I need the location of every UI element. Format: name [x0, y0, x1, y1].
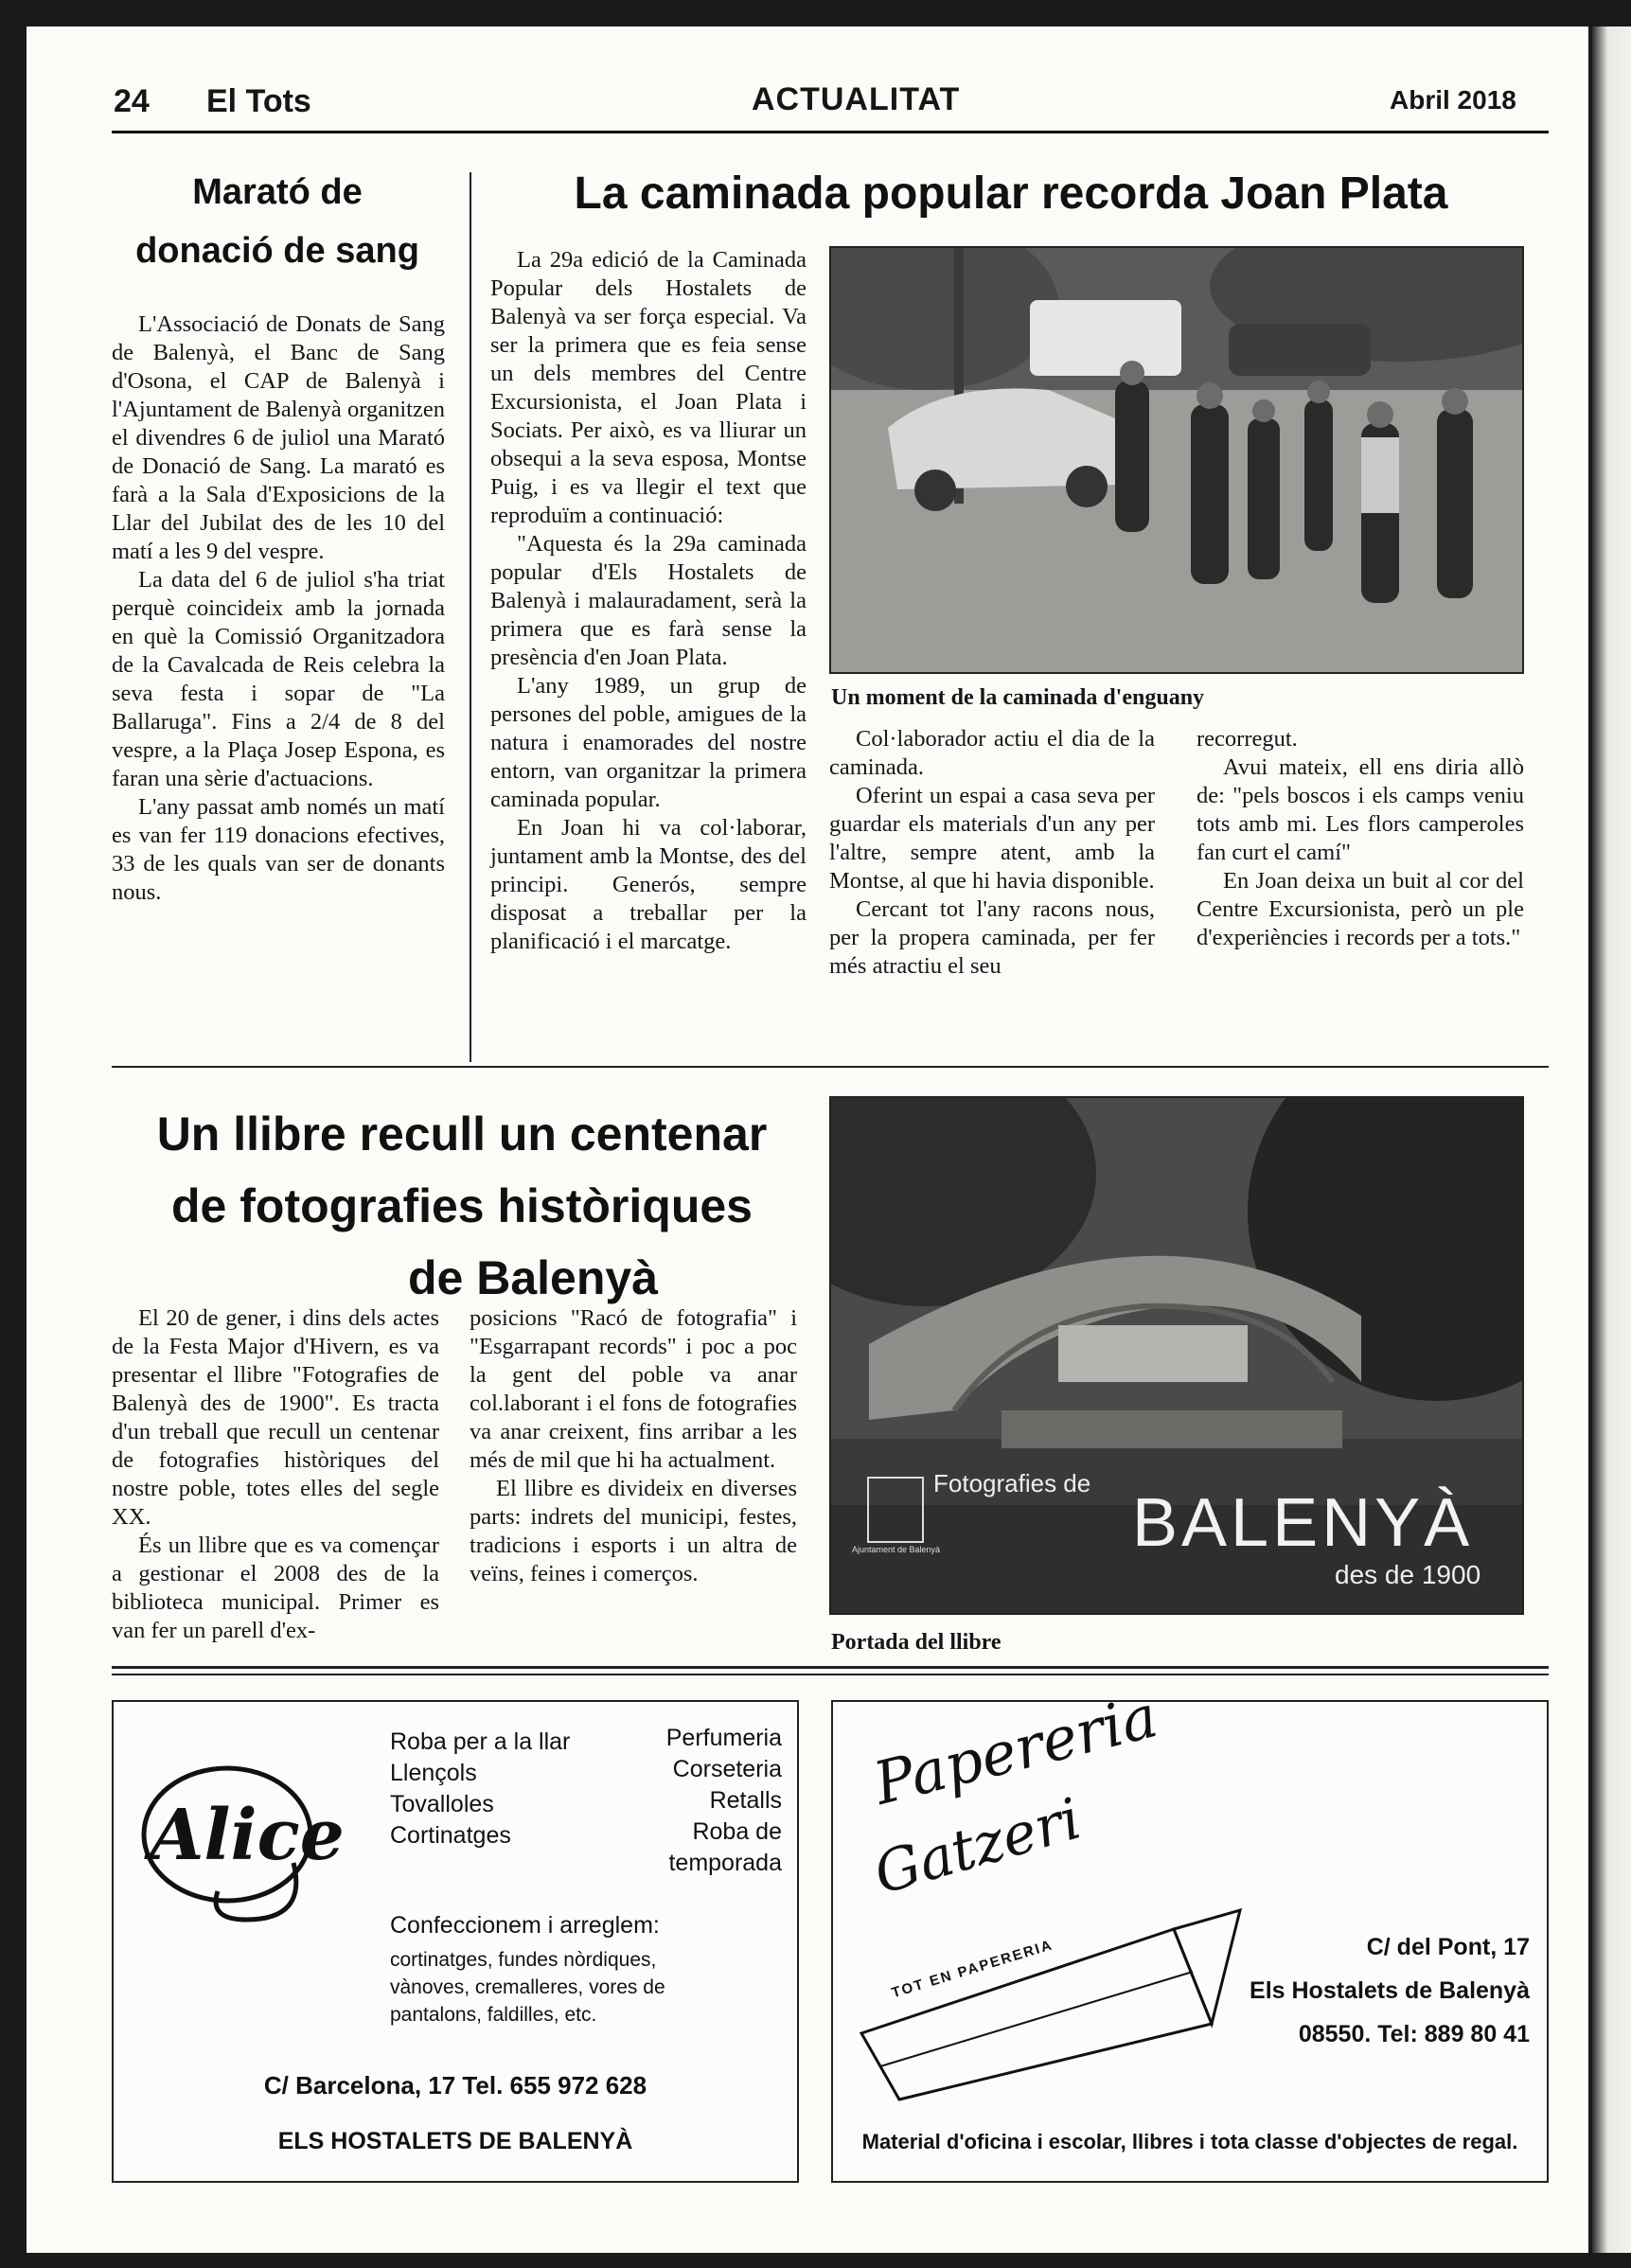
- marato-headline: [112, 170, 443, 273]
- alice-item: Tovalloles: [390, 1791, 494, 1817]
- alice-logo: Alice: [150, 1795, 345, 1876]
- alice-item: Perfumeria: [665, 1725, 782, 1751]
- caminada-paragraph: Avui mateix, ell ens diria allò de: "pels boscos i els camps veniu tots amb mi. Les flors camperoles fan curt el camí": [1197, 754, 1524, 865]
- alice-service-line: pantalons, faldilles, etc.: [390, 2004, 597, 2026]
- llibre-col1: [112, 1304, 439, 1645]
- next-page-edge: [1592, 27, 1631, 2253]
- llibre-title-line2: de fotografies històriques: [171, 1179, 753, 1232]
- alice-item: Cortinatges: [390, 1822, 511, 1849]
- alice-services-title: Confeccionem i arreglem:: [390, 1912, 660, 1939]
- alice-item: Roba de: [692, 1818, 782, 1845]
- caminada-paragraph: En Joan deixa un buit al cor del Centre Excursionista, però un ple d'experiències i records per a tots.": [1197, 868, 1524, 950]
- alice-town: ELS HOSTALETS DE BALENYÀ: [277, 2128, 633, 2154]
- caminada-paragraph: En Joan hi va col·laborar, juntament amb la Montse, des del principi. Generós, sempre disposat a treballar per la planificació i el marcatge.: [490, 815, 807, 954]
- caminada-photo-caption: Un moment de la caminada d'enguany: [831, 685, 1205, 710]
- caminada-paragraph: recorregut.: [1197, 726, 1298, 752]
- marato-paragraph: La data del 6 de juliol s'ha triat perquè coincideix amb la jornada en què la Comissió Organitzadora de la Cavalcada de Reis celebra la seva festa i sopar de "La Ballaruga". Fins a 2/4 de 8 del vespre, a la Plaça Josep Espona, es faran una sèrie d'actuacions.: [112, 567, 445, 791]
- caminada-col3: [1197, 725, 1524, 952]
- alice-ad: [112, 1700, 799, 2183]
- papereria-logo-line1: Papereria: [867, 1681, 1164, 1818]
- alice-item: temporada: [668, 1850, 782, 1876]
- alice-services: [390, 1946, 665, 2029]
- papereria-address: [1250, 1925, 1530, 2056]
- llibre-col2: [470, 1304, 797, 1588]
- papereria-logo-line2: Gatzeri: [867, 1785, 1089, 1908]
- alice-service-line: vànoves, cremalleres, vores de: [390, 1976, 665, 1998]
- papereria-tagline: Material d'oficina i escolar, llibres i tota classe d'objectes de regal.: [861, 2130, 1518, 2153]
- alice-item: Retalls: [709, 1787, 782, 1814]
- pencil-text: TOT EN PAPERERIA: [890, 1937, 1055, 2002]
- papereria-address-line: 08550. Tel: 889 80 41: [1298, 2021, 1530, 2047]
- papereria-address-line: Els Hostalets de Balenyà: [1250, 1977, 1530, 2004]
- caminada-paragraph: "Aquesta és la 29a caminada popular d'Els Hostalets de Balenyà i malauradament, serà la primera que es farà sense la presència d'en Joan Plata.: [490, 531, 807, 670]
- marato-paragraph: L'Associació de Donats de Sang de Balenyà, el Banc de Sang d'Osona, el CAP de Balenyà i l'Ajuntament de Balenyà organitzen el divendres 6 de juliol una Marató de Donació de Sang. La marató es farà a la Sala d'Exposicions de la Llar del Jubilat des de les 10 del matí a les 9 del vespre.: [112, 311, 445, 564]
- page-number: 24: [114, 83, 150, 119]
- alice-list-left: [390, 1727, 570, 1852]
- cover-small-title: Fotografies de: [933, 1469, 1091, 1497]
- alice-item: Corseteria: [672, 1756, 782, 1782]
- cover-subtitle: des de 1900: [1335, 1560, 1481, 1589]
- issue-date: Abril 2018: [1390, 85, 1516, 115]
- caminada-paragraph: Oferint un espai a casa seva per guardar els materials d'un any per l'altre, sempre atent, amb la Montse, al que hi havia disponible.: [829, 783, 1155, 894]
- llibre-headline: [112, 1098, 812, 1314]
- municipal-seal: [867, 1477, 924, 1543]
- caminada-paragraph: Col·laborador actiu el dia de la caminada.: [829, 726, 1155, 780]
- book-cover-caption: Portada del llibre: [831, 1630, 1002, 1655]
- ads-divider: [112, 1666, 1549, 1669]
- caminada-paragraph: Cercant tot l'any racons nous, per la propera caminada, per fer més atractiu el seu: [829, 896, 1155, 979]
- cover-seal-text: Ajuntament de Balenyà: [852, 1545, 941, 1554]
- alice-service-line: cortinatges, fundes nòrdiques,: [390, 1949, 657, 1971]
- caminada-paragraph: L'any 1989, un grup de persones del poble, amigues de la natura i enamorades del nostre entorn, van organitzar la primera caminada popular.: [490, 673, 807, 812]
- marato-title-line1: Marató de: [192, 172, 363, 212]
- caminada-col2: [829, 725, 1155, 981]
- section-title: ACTUALITAT: [752, 81, 961, 117]
- marato-title-line2: donació de sang: [135, 231, 419, 271]
- caminada-col1: [490, 246, 807, 956]
- section-divider: [112, 1066, 1549, 1068]
- alice-item: Llençols: [390, 1760, 477, 1786]
- header-rule: [112, 131, 1549, 133]
- alice-item: Roba per a la llar: [390, 1728, 571, 1755]
- marato-paragraph: L'any passat amb només un matí es van fer 119 donacions efectives, 33 de les quals van ser de donants nous.: [112, 794, 445, 905]
- llibre-paragraph: El llibre es divideix en diverses parts: indrets del municipi, festes, tradicions i esports i un altra de veïns, feines i comerços.: [470, 1476, 797, 1586]
- papereria-address-line: C/ del Pont, 17: [1366, 1934, 1530, 1960]
- llibre-title-line3: de Balenyà: [407, 1251, 658, 1304]
- cover-main-title: BALENYÀ: [1132, 1485, 1474, 1561]
- llibre-paragraph: És un llibre que es va començar a gestionar el 2008 des de la biblioteca municipal. Primer es van fer un parell d'ex-: [112, 1533, 439, 1643]
- caminada-headline: La caminada popular recorda Joan Plata: [574, 168, 1448, 219]
- llibre-paragraph: El 20 de gener, i dins dels actes de la Festa Major d'Hivern, es va presentar el llibre "Fotografies de Balenyà des de 1900". Es tracta d'un treball que recull un centenar de fotografies històriques del nostre poble, totes elles del segle XX.: [112, 1305, 439, 1530]
- caminada-paragraph: La 29a edició de la Caminada Popular dels Hostalets de Balenyà va ser força especial. Va ser la primera que es feia sense un dels membres del Centre Excursionista, el Joan Plata i Sociats. Per això, es va lliurar un obsequi a la seva esposa, Montse Puig, i es va llegir el text que reproduïm a continuació:: [490, 247, 807, 528]
- marato-body: [112, 310, 445, 907]
- book-cover-photo: [829, 1096, 1524, 1615]
- hikers-photo-illustration: [831, 248, 1522, 672]
- caminada-photo: [829, 246, 1524, 674]
- llibre-paragraph: posicions "Racó de fotografia" i "Esgarrapant records" i poc a poc la gent del poble va anar col.laborant i el fons de fotografies va anar creixent, fins arribar a les més de mil que hi ha actualment.: [470, 1305, 797, 1473]
- publication-name: El Tots: [206, 83, 311, 119]
- newspaper-page: [27, 27, 1588, 2253]
- alice-address: C/ Barcelona, 17 Tel. 655 972 628: [263, 2071, 647, 2100]
- papereria-ad: [831, 1681, 1549, 2183]
- alice-list-right: [625, 1723, 782, 1879]
- ads-divider-thin: [112, 1674, 1549, 1675]
- llibre-title-line1: Un llibre recull un centenar: [156, 1107, 768, 1161]
- column-rule: [470, 172, 471, 1062]
